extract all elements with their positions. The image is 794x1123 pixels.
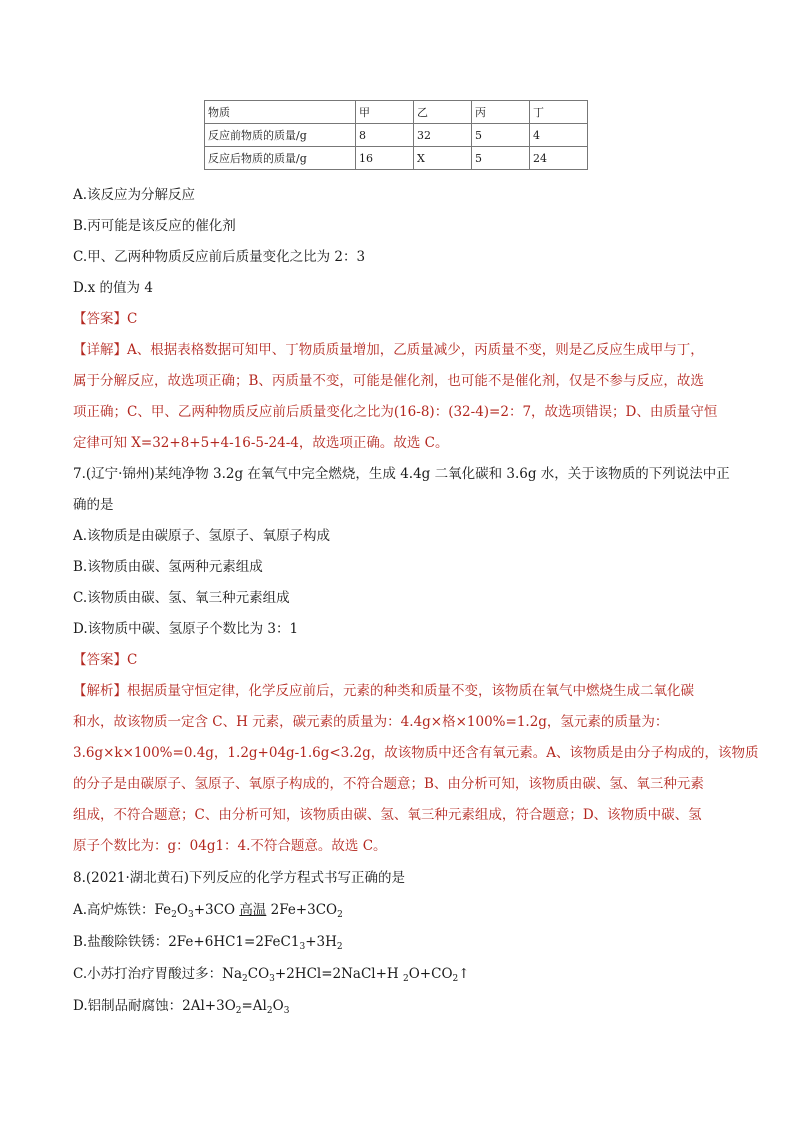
equation-text: +2HCl=2NaCl+H bbox=[274, 966, 403, 982]
q7-analysis-line-6: 原子个数比为：g：04g1：4.不符合题意。故选 C。 bbox=[73, 838, 387, 854]
subscript: 2 bbox=[266, 1006, 273, 1016]
table-cell: 4 bbox=[530, 124, 588, 147]
subscript: 2 bbox=[403, 974, 409, 984]
q7-option-a: A.该物质是由碳原子、氢原子、氧原子构成 bbox=[73, 528, 331, 544]
table-cell: 丁 bbox=[530, 101, 588, 124]
detail-text: A、根据表格数据可知甲、丁物质质量增加，乙质量减少，丙质量不变，则是乙反应生成甲与丁， bbox=[127, 342, 704, 358]
table-cell: 丙 bbox=[472, 101, 530, 124]
equation-text: +3CO bbox=[193, 902, 240, 918]
equation-text: O+CO bbox=[408, 966, 453, 982]
answer-tag: 【答案】 bbox=[73, 652, 127, 668]
answer-value: C bbox=[127, 311, 138, 327]
table-cell: 5 bbox=[472, 124, 530, 147]
q6-option-d: D.x 的值为 4 bbox=[73, 280, 153, 296]
q6-detail-line-2: 属于分解反应，故选项正确；B、丙质量不变，可能是催化剂，也可能不是催化剂，仅是不参与反应，故选 bbox=[73, 373, 704, 389]
subscript: 2 bbox=[337, 910, 343, 920]
q8-option-a bbox=[73, 900, 343, 920]
subscript: 2 bbox=[452, 974, 459, 984]
q7-analysis-line-5: 组成，不符合题意；C、由分析可知，该物质由碳、氢、氧三种元素组成，符合题意；D、该物质中碳、氢 bbox=[73, 807, 702, 823]
equation-text: D.铝制品耐腐蚀：2Al+3O bbox=[73, 998, 236, 1014]
q7-answer bbox=[73, 650, 137, 670]
equation-text: C.小苏打治疗胃酸过多：Na bbox=[73, 966, 243, 982]
table-cell: 32 bbox=[414, 124, 472, 147]
q6-option-a: A.该反应为分解反应 bbox=[73, 187, 196, 203]
table-header-row bbox=[205, 101, 588, 124]
equation-text: +3H bbox=[305, 934, 337, 950]
table-cell: 反应后物质的质量/g bbox=[205, 147, 356, 170]
q7-analysis-line-1 bbox=[73, 681, 694, 701]
q8-option-b bbox=[73, 932, 343, 952]
subscript: 2 bbox=[235, 1006, 242, 1016]
q6-detail-line-3: 项正确；C、甲、乙两种物质反应前后质量变化之比为(16-8)：(32-4)=2：7，故选项错误；D、由质量守恒 bbox=[73, 404, 718, 420]
subscript: 3 bbox=[299, 942, 306, 952]
table-cell: 物质 bbox=[205, 101, 356, 124]
reaction-condition: 高温 bbox=[239, 902, 267, 918]
table-row bbox=[205, 147, 588, 170]
equation-text: A.高炉炼铁：Fe bbox=[73, 902, 172, 918]
q7-analysis-line-3: 3.6g×k×100%=0.4g，1.2g+04g-1.6g<3.2g，故该物质中还含有氧元素。A、该物质是由分子构成的，该物质 bbox=[73, 745, 759, 761]
analysis-tag: 【解析】 bbox=[73, 683, 127, 699]
subscript: 3 bbox=[187, 910, 194, 920]
q6-option-c: C.甲、乙两种物质反应前后质量变化之比为 2：3 bbox=[73, 249, 366, 265]
table-cell: 反应前物质的质量/g bbox=[205, 124, 356, 147]
table-cell: 16 bbox=[356, 147, 414, 170]
equation-text: O bbox=[176, 902, 188, 918]
analysis-text: 根据质量守恒定律，化学反应前后，元素的种类和质量不变，该物质在氧气中燃烧生成二氧化碳 bbox=[127, 683, 694, 699]
table-row bbox=[205, 124, 588, 147]
equation-text: =Al bbox=[241, 998, 267, 1014]
equation-text: O bbox=[272, 998, 284, 1014]
table-cell: 乙 bbox=[414, 101, 472, 124]
q7-option-b: B.该物质由碳、氢两种元素组成 bbox=[73, 559, 263, 575]
q7-option-d: D.该物质中碳、氢原子个数比为 3：1 bbox=[73, 621, 299, 637]
table-cell: 5 bbox=[472, 147, 530, 170]
table-cell: 甲 bbox=[356, 101, 414, 124]
mass-table bbox=[204, 100, 588, 170]
answer-tag: 【答案】 bbox=[73, 311, 127, 327]
subscript: 3 bbox=[269, 974, 275, 984]
q7-stem-line-1: 7.(辽宁·锦州)某纯净物 3.2g 在氧气中完全燃烧，生成 4.4g 二氧化碳和 3.6g 水，关于该物质的下列说法中正 bbox=[73, 466, 730, 482]
q8-stem: 8.(2021·湖北黄石)下列反应的化学方程式书写正确的是 bbox=[73, 870, 406, 886]
subscript: 2 bbox=[336, 942, 343, 952]
table-cell: 8 bbox=[356, 124, 414, 147]
q6-detail-line-1 bbox=[73, 340, 704, 360]
equation-text: B.盐酸除铁锈：2Fe+6HC1=2FeC1 bbox=[73, 934, 300, 950]
subscript: 2 bbox=[171, 910, 177, 920]
answer-value: C bbox=[127, 652, 138, 668]
subscript: 3 bbox=[283, 1006, 290, 1016]
q7-stem-line-2: 确的是 bbox=[73, 497, 114, 513]
q6-detail-line-4: 定律可知 X=32+8+5+4-16-5-24-4，故选项正确。故选 C。 bbox=[73, 435, 449, 451]
q7-analysis-line-2: 和水，故该物质一定含 C、H 元素，碳元素的质量为：4.4g×格×100%=1.2g，氢元素的质量为： bbox=[73, 714, 669, 730]
equation-text: CO bbox=[247, 966, 270, 982]
equation-text: 2Fe+3CO bbox=[266, 902, 338, 918]
detail-tag: 【详解】 bbox=[73, 342, 127, 358]
q8-option-d bbox=[73, 996, 289, 1016]
q8-option-c bbox=[73, 964, 470, 984]
table-cell: X bbox=[414, 147, 472, 170]
equation-text: ↑ bbox=[458, 966, 470, 982]
q7-analysis-line-4: 的分子是由碳原子、氢原子、氧原子构成的，不符合题意；B、由分析可知，该物质由碳、氢、氧三种元素 bbox=[73, 776, 704, 792]
q6-option-b: B.丙可能是该反应的催化剂 bbox=[73, 218, 236, 234]
q6-answer bbox=[73, 309, 137, 329]
table-cell: 24 bbox=[530, 147, 588, 170]
subscript: 2 bbox=[242, 974, 248, 984]
q7-option-c: C.该物质由碳、氢、氧三种元素组成 bbox=[73, 590, 290, 606]
